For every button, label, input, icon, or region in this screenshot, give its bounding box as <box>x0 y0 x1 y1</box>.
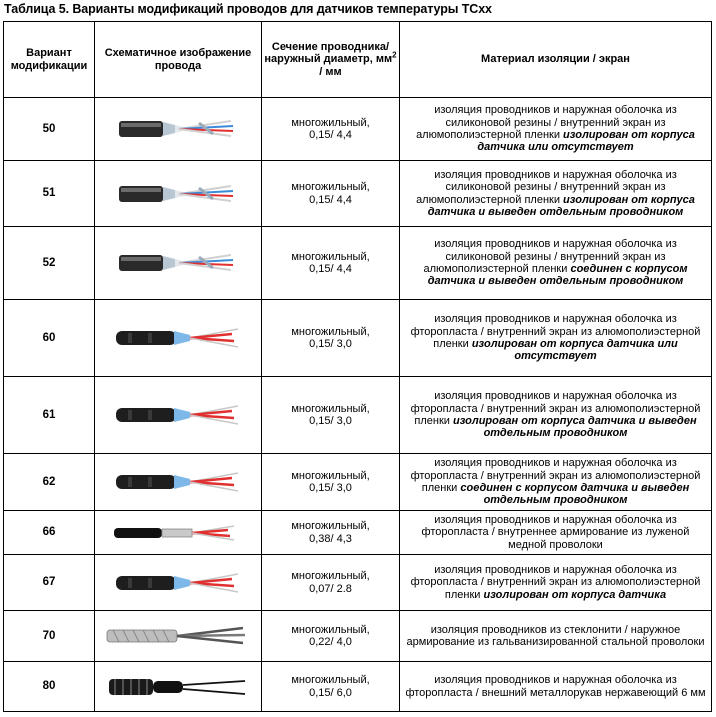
multicore-shielded-cable-icon <box>95 179 261 209</box>
material-plain: изоляция проводников и наружная оболочка из фторопласта / внутренний экран из алюмополиэстерной пленки <box>410 313 701 350</box>
material-cell <box>400 662 712 712</box>
material-cell <box>400 454 712 511</box>
header-variant: Вариант модификации <box>4 22 95 98</box>
variant-cell: 51 <box>4 161 95 227</box>
material-plain: изоляция проводников из стеклонити / наружное армирование из гальванизированной стальной проволоки <box>406 623 705 648</box>
variant-cell: 61 <box>4 377 95 454</box>
material-cell <box>400 98 712 161</box>
section-cell <box>262 377 400 454</box>
section-value: 0,15/ 3,0 <box>309 482 352 494</box>
variant-cell: 62 <box>4 454 95 511</box>
section-value: 0,15/ 3,0 <box>309 415 352 427</box>
section-cell <box>262 662 400 712</box>
material-plain: изоляция проводников и наружная оболочка из фторопласта / внутренний экран из алюмополиэстерной пленки <box>410 564 701 601</box>
section-cell <box>262 98 400 161</box>
table-row <box>4 227 712 300</box>
table-row <box>4 611 712 662</box>
multicore-shielded-cable-icon <box>95 248 261 278</box>
material-cell <box>400 161 712 227</box>
cable-image-cell <box>95 662 262 712</box>
cable-image-cell <box>95 300 262 377</box>
variant-cell: 50 <box>4 98 95 161</box>
section-value: 0,15/ 4,4 <box>309 263 352 275</box>
cable-image-cell <box>95 511 262 555</box>
copper-armored-cable-icon <box>95 521 261 545</box>
cable-image-cell <box>95 555 262 611</box>
header-material: Материал изоляции / экран <box>400 22 712 98</box>
table-row <box>4 98 712 161</box>
material-emphasis: соединен с корпусом датчика и выведен отдельным проводником <box>427 263 688 288</box>
cable-image-cell <box>95 454 262 511</box>
material-cell <box>400 227 712 300</box>
table-row <box>4 662 712 712</box>
table-title: Таблица 5. Варианты модификаций проводов для датчиков температуры ТСхх <box>4 2 492 16</box>
section-value: 0,07/ 2.8 <box>309 582 352 595</box>
material-cell <box>400 300 712 377</box>
section-type: многожильный, <box>291 402 370 415</box>
table-row <box>4 454 712 511</box>
material-emphasis: изолирован от корпуса датчика или отсутствует <box>471 338 678 363</box>
fluoroplastic-cable-icon <box>95 467 261 497</box>
wire-modifications-table <box>3 21 712 712</box>
section-cell <box>262 300 400 377</box>
section-type: многожильный, <box>291 116 370 129</box>
section-value: 0,15/ 3,0 <box>309 338 352 350</box>
fluoroplastic-cable-icon <box>95 400 261 430</box>
table-row <box>4 377 712 454</box>
steel-braided-cable-icon <box>95 622 261 650</box>
header-image: Схематичное изображение провода <box>95 22 262 98</box>
cable-image-cell <box>95 377 262 454</box>
section-cell <box>262 227 400 300</box>
material-cell <box>400 555 712 611</box>
material-plain: изоляция проводников и наружная оболочка из фторопласта / внутренний экран из алюмополиэстерной пленки <box>410 457 701 494</box>
fluoroplastic-cable-icon <box>95 323 261 353</box>
material-cell <box>400 377 712 454</box>
fluoroplastic-cable-icon <box>95 568 261 598</box>
section-type: многожильный, <box>291 623 370 636</box>
section-value: 0,22/ 4,0 <box>309 636 352 648</box>
section-type: многожильный, <box>291 325 370 338</box>
material-plain: изоляция проводников и наружная оболочка из силиконовой резины / внутренний экран из алюмополиэстерной пленки <box>416 104 677 141</box>
variant-cell: 70 <box>4 611 95 662</box>
material-plain: изоляция проводников и наружная оболочка из фторопласта / внешний металлорукав нержавеющий 6 мм <box>405 674 706 699</box>
section-cell <box>262 161 400 227</box>
material-plain: изоляция проводников и наружная оболочка из силиконовой резины / внутренний экран из алюмополиэстерной пленки <box>423 238 677 275</box>
metal-sleeve-cable-icon <box>95 673 261 701</box>
material-cell <box>400 511 712 555</box>
cable-image-cell <box>95 227 262 300</box>
variant-cell: 67 <box>4 555 95 611</box>
section-type: многожильный, <box>291 469 370 482</box>
section-type: многожильный, <box>291 520 370 533</box>
material-plain: изоляция проводников и наружная оболочка из силиконовой резины / внутренний экран из алюмополиэстерной пленки <box>416 168 677 206</box>
variant-cell: 66 <box>4 511 95 555</box>
section-value: 0,15/ 4,4 <box>309 129 352 141</box>
table-header-row <box>4 22 712 98</box>
variant-cell: 52 <box>4 227 95 300</box>
material-emphasis: изолирован от корпуса датчика и выведен отдельным проводником <box>427 193 695 218</box>
variant-cell: 60 <box>4 300 95 377</box>
material-cell <box>400 611 712 662</box>
variant-cell: 80 <box>4 662 95 712</box>
table-row <box>4 161 712 227</box>
cable-image-cell <box>95 161 262 227</box>
section-value: 0,15/ 6,0 <box>309 686 352 699</box>
material-plain: изоляция проводников и наружная оболочка из фторопласта / внутреннее армирование из луженой медной проволоки <box>421 514 690 551</box>
material-emphasis: изолирован от корпуса датчика <box>483 588 667 601</box>
section-value: 0,15/ 4,4 <box>309 193 352 206</box>
section-value: 0,38/ 4,3 <box>309 532 352 545</box>
material-emphasis: соединен с корпусом датчика и выведен отдельным проводником <box>460 482 690 507</box>
header-section: Сечение проводника/ наружный диаметр, $мм^2$ / мм <box>262 22 400 98</box>
section-cell <box>262 454 400 511</box>
section-cell <box>262 511 400 555</box>
section-type: многожильный, <box>291 181 370 194</box>
cable-image-cell <box>95 611 262 662</box>
cable-image-cell <box>95 98 262 161</box>
section-type: многожильный, <box>291 674 370 687</box>
section-type: многожильный, <box>291 570 370 583</box>
material-emphasis: изолирован от корпуса датчика или отсутствует <box>477 129 695 154</box>
table-row <box>4 300 712 377</box>
section-type: многожильный, <box>291 250 370 263</box>
section-cell <box>262 611 400 662</box>
table-row <box>4 555 712 611</box>
material-emphasis: изолирован от корпуса датчика и выведен отдельным проводником <box>452 415 697 440</box>
table-row <box>4 511 712 555</box>
section-cell <box>262 555 400 611</box>
material-plain: изоляция проводников и наружная оболочка из фторопласта / внутренний экран из алюмополиэстерной пленки <box>410 390 701 427</box>
multicore-shielded-cable-icon <box>95 114 261 144</box>
